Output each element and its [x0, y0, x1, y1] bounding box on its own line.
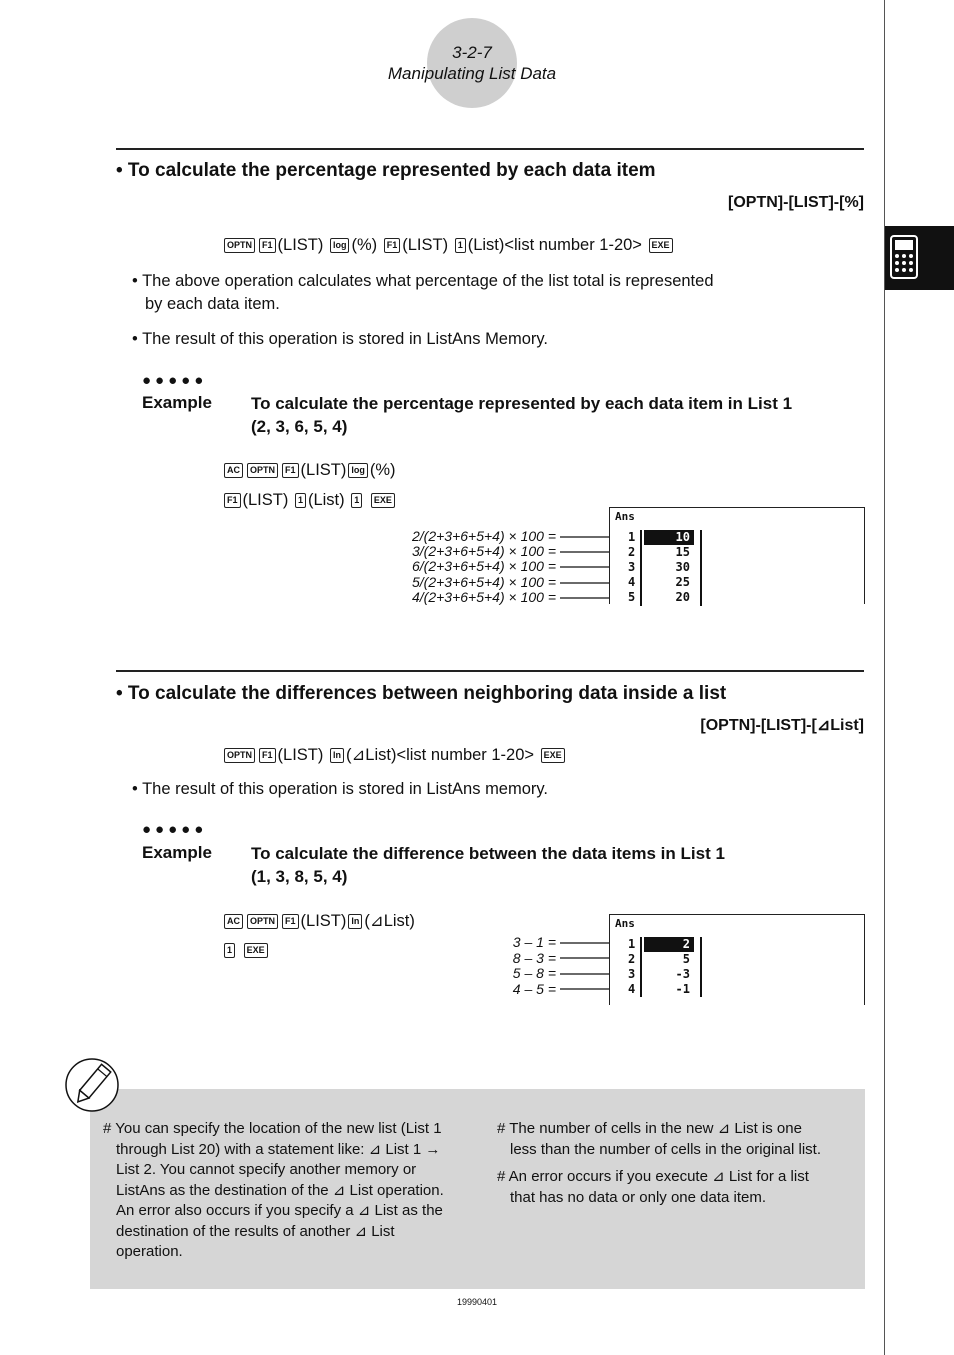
row-index: 4: [628, 575, 636, 589]
key-sequence: OPTN F1 (LIST) log (%) F1 (LIST) 1 (List)<list number 1-20> EXE: [222, 236, 675, 255]
ln-key: ln: [330, 748, 344, 763]
section-divider: [116, 148, 864, 150]
optn-key: OPTN: [224, 238, 255, 253]
key-path: [OPTN]-[LIST]-[%]: [728, 194, 864, 211]
row-index: 5: [628, 590, 636, 604]
row-value: 20: [675, 590, 690, 604]
section-number: 3-2-7: [452, 43, 492, 62]
optn-key: OPTN: [224, 748, 255, 763]
one-key: 1: [455, 238, 466, 253]
row-index: 3: [628, 967, 636, 981]
margin-line: [884, 0, 885, 1355]
key-path: [OPTN]-[LIST]-[⊿List]: [700, 717, 864, 734]
page-title: Manipulating List Data: [387, 64, 557, 83]
exe-key: EXE: [371, 493, 395, 508]
calculator-screen: [609, 914, 865, 1005]
row-index: 4: [628, 982, 636, 996]
example-text: To calculate the difference between the data items in List 1: [251, 844, 725, 863]
header-circle: [427, 18, 517, 108]
f1-key: F1: [259, 748, 276, 763]
example-label: Example: [142, 843, 212, 862]
log-key: log: [348, 463, 368, 478]
formula-label: 5/(2+3+6+5+4) × 100 =: [411, 574, 556, 590]
row-index: 2: [628, 952, 636, 966]
exe-key: EXE: [541, 748, 565, 763]
row-index: 1: [628, 937, 636, 951]
chapter-tab: [885, 226, 954, 290]
row-value-selected: 2: [644, 937, 694, 952]
formula-label: 6/(2+3+6+5+4) × 100 =: [411, 558, 556, 574]
example-text: (1, 3, 8, 5, 4): [251, 867, 348, 886]
optn-key: OPTN: [247, 463, 278, 478]
screen-title: Ans: [615, 510, 635, 523]
example-label: Example: [142, 393, 212, 412]
row-value: 25: [675, 575, 690, 589]
row-index: 1: [628, 530, 636, 544]
ac-key: AC: [224, 463, 243, 478]
example-dots: ●●●●●: [142, 821, 208, 838]
row-index: 3: [628, 560, 636, 574]
bullet-text: by each data item.: [145, 295, 280, 313]
row-value: 15: [675, 545, 690, 559]
formula-label: 4/(2+3+6+5+4) × 100 =: [411, 589, 556, 605]
row-index: 2: [628, 545, 636, 559]
example-text: (2, 3, 6, 5, 4): [251, 417, 348, 436]
formula-label: 3 – 1 =: [512, 934, 556, 950]
f1-key: F1: [224, 493, 241, 508]
formula-label: 2/(2+3+6+5+4) × 100 =: [411, 528, 556, 544]
example-keys-line1: AC OPTN F1 (LIST) ln (⊿List): [222, 911, 415, 931]
formula-label: 8 – 3 =: [512, 950, 556, 966]
row-value: 5: [682, 952, 690, 966]
f1-key: F1: [282, 463, 299, 478]
formula-label: 5 – 8 =: [512, 965, 556, 981]
pencil-note-icon: [64, 1057, 120, 1113]
calculator-screen: [609, 507, 865, 604]
formula-label: 3/(2+3+6+5+4) × 100 =: [411, 543, 556, 559]
exe-key: EXE: [244, 943, 268, 958]
row-value-selected: 10: [644, 530, 694, 545]
f1-key: F1: [259, 238, 276, 253]
one-key: 1: [295, 493, 306, 508]
ln-key: ln: [348, 914, 362, 929]
calculator-icon: [889, 234, 919, 280]
row-value: -3: [675, 967, 690, 981]
example-keys-line1: AC OPTN F1 (LIST) log (%): [222, 461, 396, 480]
bullet-text: • The result of this operation is stored in ListAns Memory.: [132, 330, 549, 348]
row-value: 30: [675, 560, 690, 574]
footer-code: 19990401: [456, 1297, 498, 1307]
section-heading: • To calculate the percentage represented by each data item: [116, 160, 656, 181]
example-dots: ●●●●●: [142, 372, 208, 389]
section-heading: • To calculate the differences between neighboring data inside a list: [116, 683, 727, 704]
one-key: 1: [351, 493, 362, 508]
example-keys-line2: [222, 941, 270, 960]
example-keys-line2: F1 (LIST) 1 (List) 1 EXE: [222, 491, 397, 510]
ac-key: AC: [224, 914, 243, 929]
screen-title: Ans: [615, 917, 635, 930]
f1-key: F1: [384, 238, 401, 253]
formula-label: 4 – 5 =: [512, 981, 556, 997]
bullet-text: • The above operation calculates what percentage of the list total is represented: [132, 272, 714, 290]
exe-key: EXE: [649, 238, 673, 253]
section-divider: [116, 670, 864, 672]
key-sequence: OPTN F1 (LIST) ln (⊿List)<list number 1-20> EXE: [222, 745, 567, 765]
row-value: -1: [675, 982, 690, 996]
f1-key: F1: [282, 914, 299, 929]
example-text: To calculate the percentage represented by each data item in List 1: [251, 394, 793, 413]
bullet-text: • The result of this operation is stored in ListAns memory.: [132, 780, 549, 798]
note-left: # You can specify the location of the new list (List 1 through List 20) with a statement like: ⊿ List 1 → List 2. You cannot specify another memory or ListAns as the destination of the ⊿ List operation. An error also occurs if you specify a ⊿ List as the destination of the results of another ⊿ List operation.: [103, 1120, 444, 1260]
one-key: 1: [224, 943, 235, 958]
note-right: # The number of cells in the new ⊿ List is one less than the number of cells in the original list. # An error occurs if you execute ⊿ List for a list that has no data or only one data item.: [497, 1120, 821, 1206]
optn-key: OPTN: [247, 914, 278, 929]
log-key: log: [330, 238, 350, 253]
